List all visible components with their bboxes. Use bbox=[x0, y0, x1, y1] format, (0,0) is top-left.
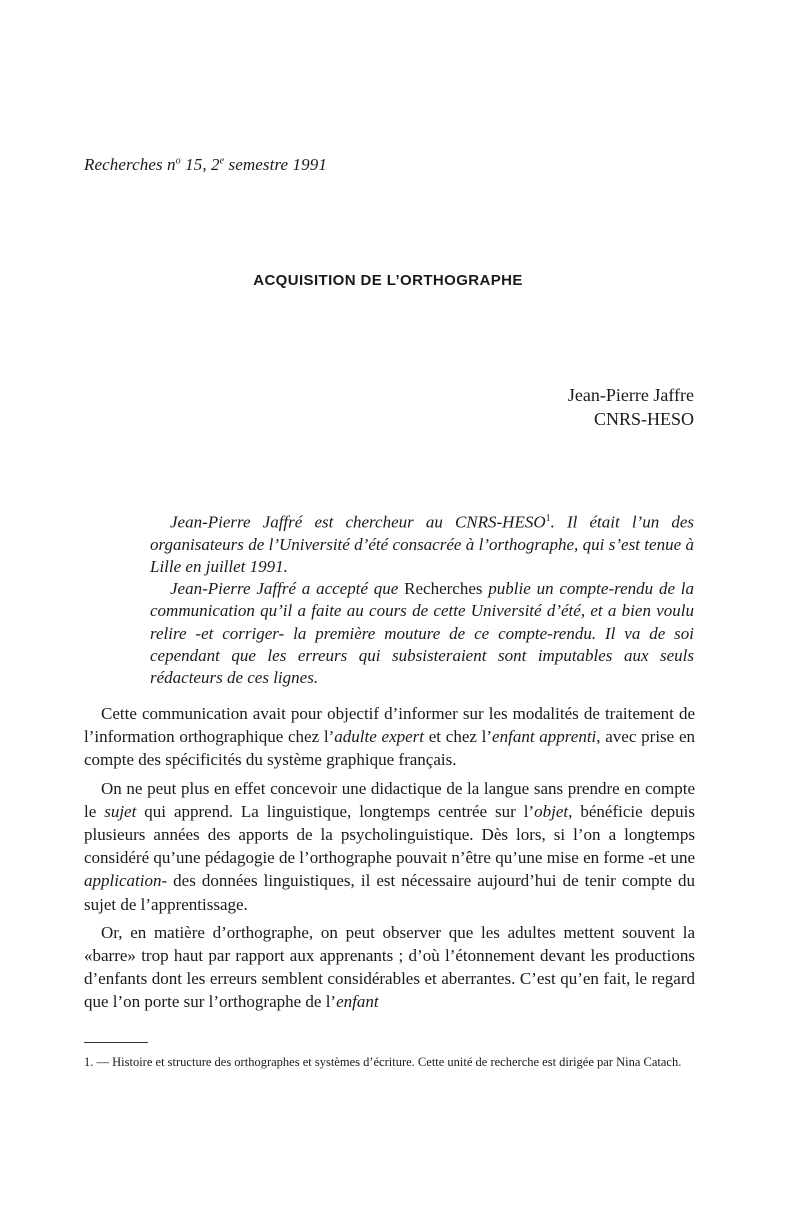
intro-p2-text: Jean-Pierre Jaffré a accepté que bbox=[170, 579, 405, 599]
semester-text: semestre 1991 bbox=[224, 155, 327, 174]
semester-superscript: e bbox=[219, 155, 225, 167]
body-text-run: et chez l’ bbox=[424, 727, 493, 747]
body-text-run: qui apprend. La linguistique, longtemps centrée sur l’ bbox=[136, 801, 535, 821]
body-paragraph-3 bbox=[84, 921, 695, 1014]
body-text-run: , bénéficie depuis plusieurs années des apports de la psycholinguistique. Dès lors, si l’on a longtemps considéré qu’une pédagogie de l’orthographe pouvait n’être qu’une mise en forme -et une bbox=[84, 801, 695, 868]
body-text-run: Cette communication avait pour objectif d’informer sur les modalités de traitement de l’information orthographique chez l’ bbox=[84, 704, 695, 747]
intro-p1-text: Jean-Pierre Jaffré est chercheur au CNRS-HESO bbox=[170, 512, 546, 532]
intro-paragraph-2 bbox=[150, 578, 694, 689]
number-superscript: o bbox=[175, 155, 181, 167]
journal-header bbox=[84, 155, 327, 175]
emphasis: application bbox=[84, 871, 162, 891]
intro-p1-text-end: . Il était l’un des organisateurs de l’Université d’été consacrée à l’orthographe, qui s’est tenue à Lille en juillet 1991. bbox=[150, 512, 694, 577]
author-affiliation: CNRS-HESO bbox=[593, 409, 694, 429]
body-text-run: , avec prise en compte des spécificités du système graphique français. bbox=[84, 727, 695, 770]
author-name: Jean-Pierre Jaffre bbox=[567, 385, 694, 405]
intro-p2-text-end: publie un compte-rendu de la communication qu’il a faite au cours de cette Université d’été, et a bien voulu relire -et corriger- la première mouture de ce compte-rendu. Il va de soi cependant que les erreurs qui subsisteraient sont imputables aux seuls rédacteurs de ces lignes. bbox=[150, 579, 695, 688]
footnote-ref: 1 bbox=[545, 513, 551, 524]
issue-number: 15, 2 bbox=[180, 155, 220, 174]
emphasis: sujet bbox=[104, 801, 137, 821]
body-paragraph-2 bbox=[84, 777, 695, 916]
article-body bbox=[84, 702, 695, 1019]
body-text-run: Or, en matière d’orthographe, on peut observer que les adultes mettent souvent la «barre» trop haut par rapport aux apprenants ; d’où l’étonnement devant les productions d’enfants dont les erreurs semblent considérables et aberrantes. C’est qu’en fait, le regard que l’on porte sur l’orthographe de l’ bbox=[84, 922, 695, 1012]
body-paragraph-1 bbox=[84, 702, 695, 772]
author-block bbox=[568, 383, 694, 431]
journal-name: Recherches n bbox=[84, 155, 176, 174]
body-text-run: - des données linguistiques, il est nécessaire aujourd’hui de tenir compte du sujet de l’apprentissage. bbox=[84, 871, 695, 914]
editorial-intro bbox=[150, 508, 694, 689]
emphasis: enfant apprenti bbox=[492, 727, 597, 747]
footnote-divider bbox=[84, 1042, 148, 1043]
article-title: ACQUISITION DE L’ORTHOGRAPHE bbox=[253, 272, 523, 289]
body-text-run: On ne peut plus en effet concevoir une didactique de la langue sans prendre en compte le bbox=[84, 778, 695, 821]
journal-name-inline: Recherches bbox=[404, 579, 483, 599]
emphasis: adulte expert bbox=[334, 727, 424, 747]
emphasis: objet bbox=[534, 801, 569, 821]
footnote: 1. — Histoire et structure des orthographes et systèmes d’écriture. Cette unité de recherche est dirigée par Nina Catach. bbox=[84, 1055, 682, 1069]
emphasis: enfant bbox=[336, 992, 379, 1012]
intro-paragraph-1 bbox=[150, 508, 694, 578]
